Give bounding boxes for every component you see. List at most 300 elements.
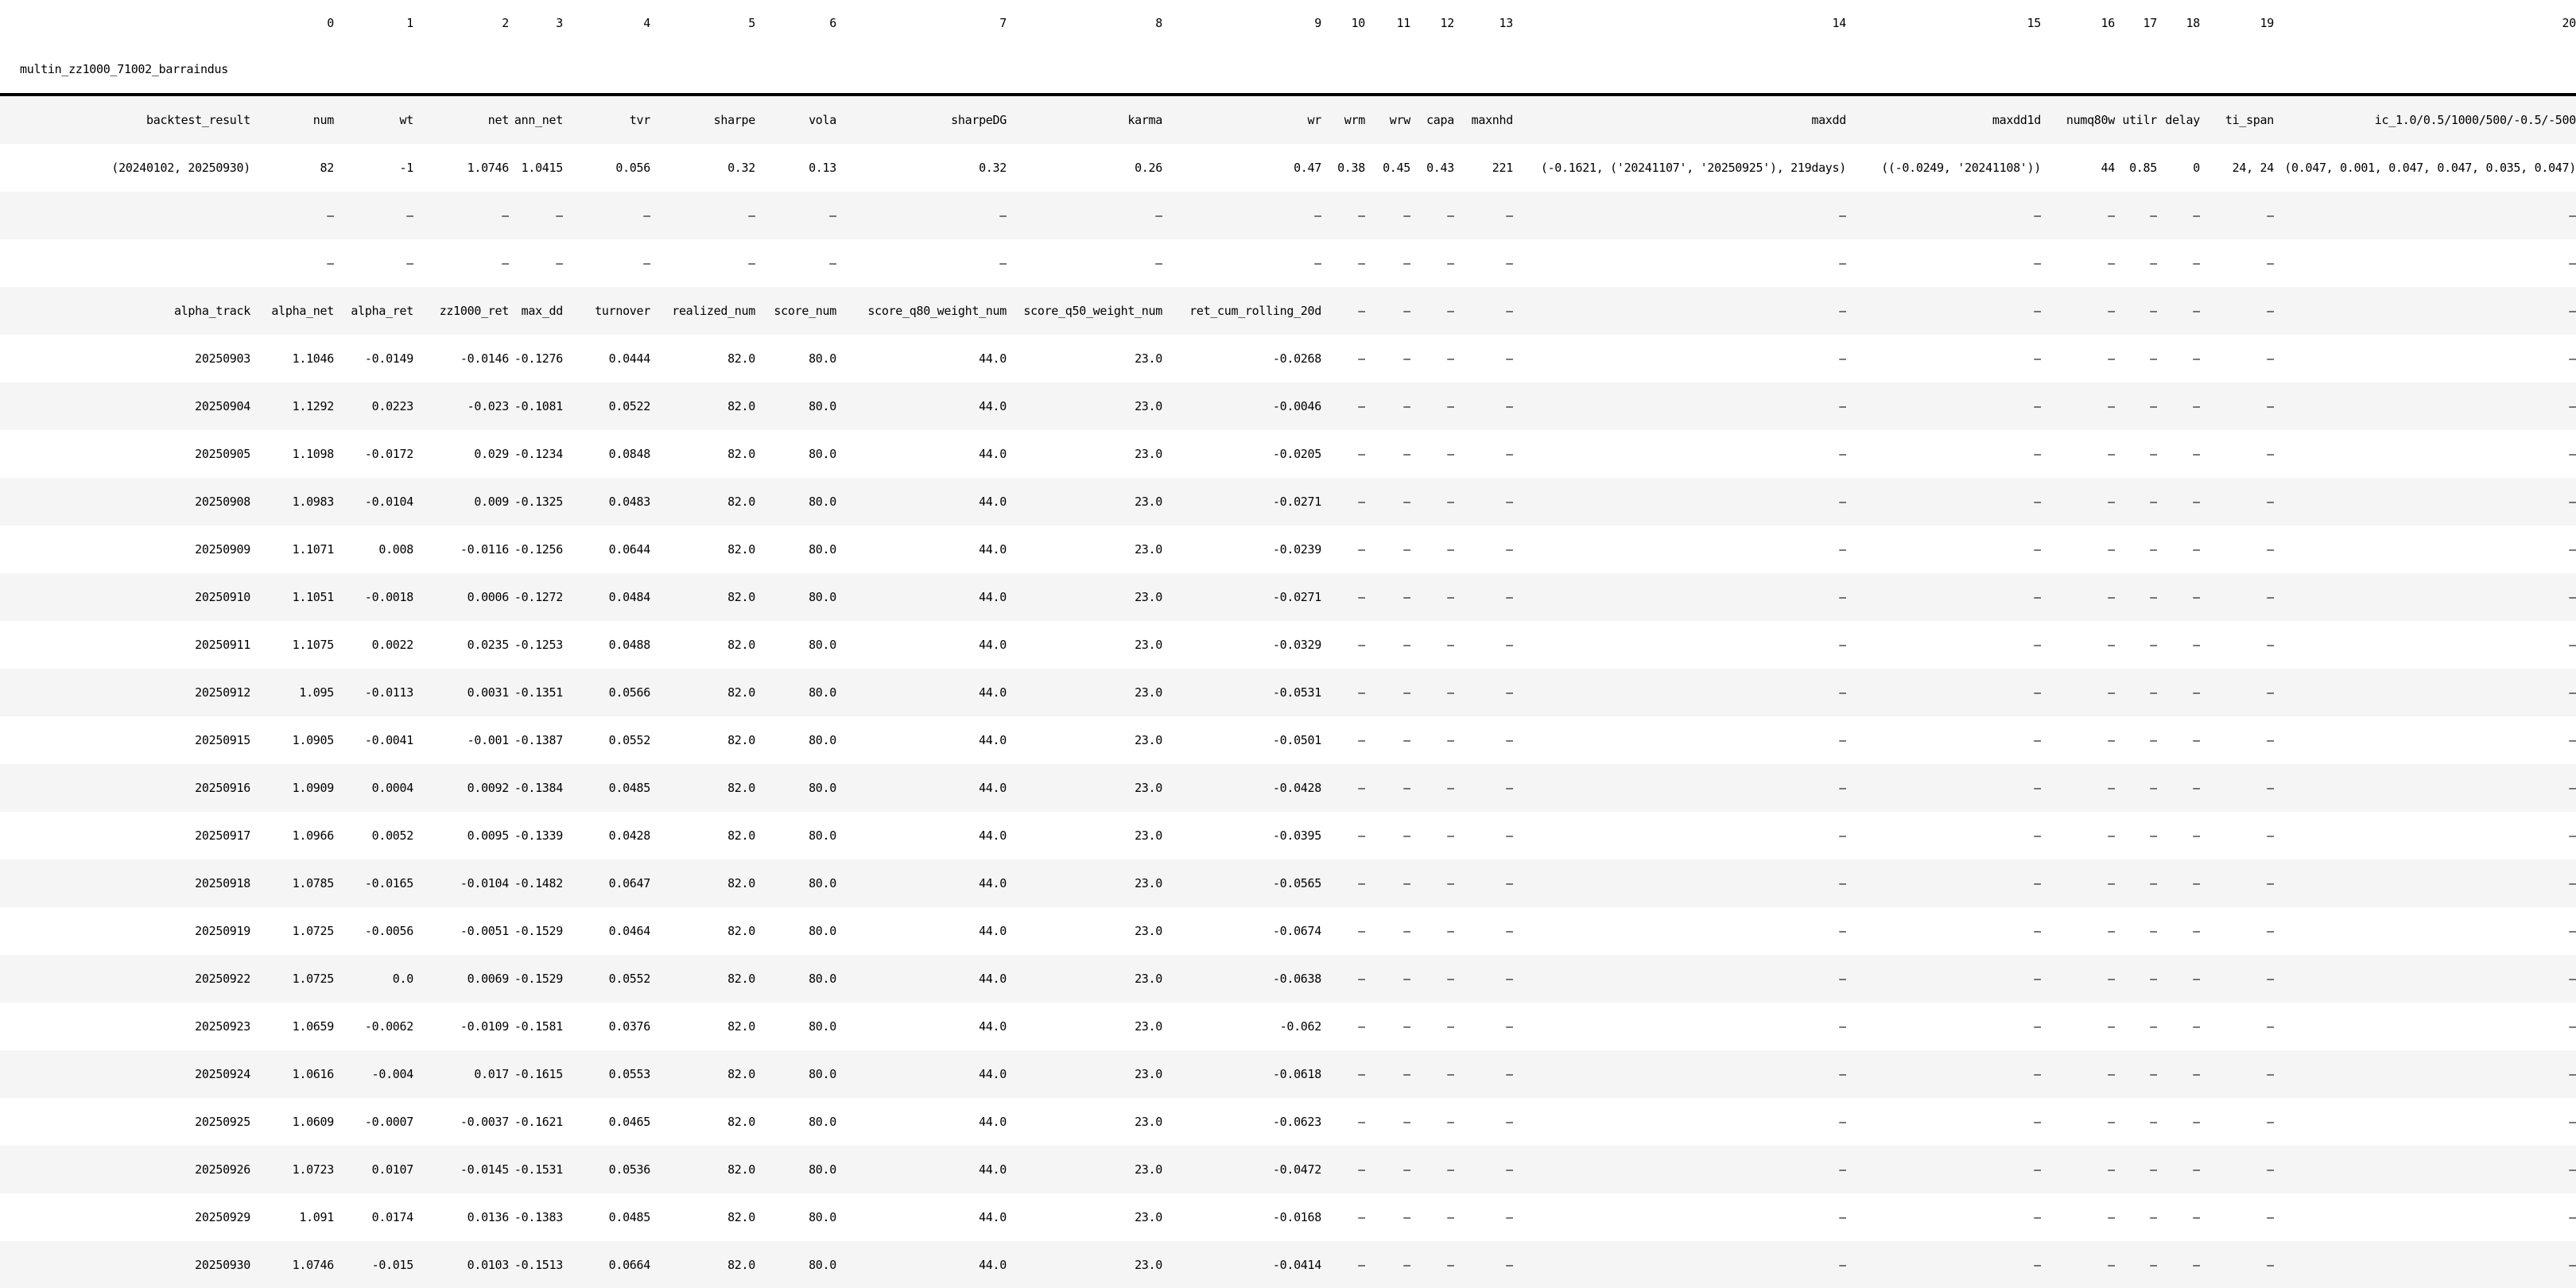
cell: — xyxy=(1007,239,1162,287)
cell: 82.0 xyxy=(650,955,755,1003)
cell: -0.0618 xyxy=(1162,1050,1321,1098)
cell: — xyxy=(1454,1146,1513,1193)
cell: 80.0 xyxy=(755,382,836,430)
cell: — xyxy=(2157,287,2200,335)
cell: 44.0 xyxy=(836,955,1007,1003)
cell: — xyxy=(1454,335,1513,382)
cell: 80.0 xyxy=(755,716,836,764)
column-index-label: 9 xyxy=(1162,0,1321,46)
cell: — xyxy=(2274,1193,2576,1241)
cell: — xyxy=(1846,764,2041,812)
cell: — xyxy=(1365,716,1410,764)
cell: — xyxy=(2200,716,2274,764)
cell: — xyxy=(1454,907,1513,955)
title-row-spacer-cell xyxy=(836,46,1007,95)
cell: — xyxy=(2115,430,2157,478)
cell: 80.0 xyxy=(755,478,836,526)
cell: — xyxy=(755,192,836,239)
cell: — xyxy=(2200,335,2274,382)
column-index-label: 1 xyxy=(334,0,413,46)
title-row-spacer-cell xyxy=(755,46,836,95)
cell: — xyxy=(1513,192,1846,239)
cell: — xyxy=(2157,382,2200,430)
title-row-spacer-cell xyxy=(1846,46,2041,95)
column-index-header-row xyxy=(0,0,2576,46)
cell: — xyxy=(2200,812,2274,859)
cell: — xyxy=(1846,812,2041,859)
row-index-cell: 20250925 xyxy=(0,1098,250,1146)
cell: score_q50_weight_num xyxy=(1007,287,1162,335)
row-index-cell: 20250916 xyxy=(0,764,250,812)
table-title: multin_zz1000_71002_barraindus xyxy=(0,46,250,95)
cell: — xyxy=(2115,859,2157,907)
cell: — xyxy=(1454,1003,1513,1050)
cell: — xyxy=(1321,478,1365,526)
cell: — xyxy=(1410,1241,1454,1288)
cell: — xyxy=(1454,1193,1513,1241)
cell: — xyxy=(1513,239,1846,287)
cell: — xyxy=(1365,764,1410,812)
row-index-cell: 20250910 xyxy=(0,573,250,621)
cell: -0.1351 xyxy=(509,669,563,716)
cell: 44.0 xyxy=(836,478,1007,526)
cell: — xyxy=(1365,907,1410,955)
column-index-label: 16 xyxy=(2041,0,2115,46)
cell: 0.0485 xyxy=(563,1193,650,1241)
cell: 82.0 xyxy=(650,382,755,430)
table-row xyxy=(0,907,2576,955)
cell: — xyxy=(1321,859,1365,907)
cell: 23.0 xyxy=(1007,335,1162,382)
cell: 80.0 xyxy=(755,1193,836,1241)
cell: — xyxy=(2041,192,2115,239)
cell: -0.0104 xyxy=(413,859,509,907)
cell: 1.0966 xyxy=(250,812,334,859)
cell: — xyxy=(2157,621,2200,669)
table-title-row xyxy=(0,46,2576,95)
column-index-label: 17 xyxy=(2115,0,2157,46)
cell: — xyxy=(1365,287,1410,335)
cell: 0.0647 xyxy=(563,859,650,907)
cell: — xyxy=(1513,1050,1846,1098)
cell: — xyxy=(1321,955,1365,1003)
table-row xyxy=(0,526,2576,573)
cell: — xyxy=(1365,1193,1410,1241)
cell: — xyxy=(1846,573,2041,621)
table-row xyxy=(0,1098,2576,1146)
cell: -0.0109 xyxy=(413,1003,509,1050)
cell: — xyxy=(1513,812,1846,859)
cell: 0.009 xyxy=(413,478,509,526)
cell: 80.0 xyxy=(755,669,836,716)
cell: (-0.1621, ('20241107', '20250925'), 219days) xyxy=(1513,144,1846,192)
cell: 1.0723 xyxy=(250,1146,334,1193)
cell: 80.0 xyxy=(755,1098,836,1146)
cell: — xyxy=(1513,859,1846,907)
cell: 80.0 xyxy=(755,335,836,382)
cell: — xyxy=(1846,335,2041,382)
cell: 221 xyxy=(1454,144,1513,192)
table-row xyxy=(0,382,2576,430)
cell: — xyxy=(755,239,836,287)
cell: — xyxy=(2115,192,2157,239)
cell: — xyxy=(413,192,509,239)
cell: -0.1387 xyxy=(509,716,563,764)
cell: -0.0414 xyxy=(1162,1241,1321,1288)
table-row xyxy=(0,812,2576,859)
cell: 0.0006 xyxy=(413,573,509,621)
cell: — xyxy=(2115,621,2157,669)
cell: -0.1513 xyxy=(509,1241,563,1288)
cell: — xyxy=(2115,1193,2157,1241)
cell: — xyxy=(1846,430,2041,478)
cell: wrm xyxy=(1321,95,1365,144)
cell: — xyxy=(1365,1098,1410,1146)
cell: -0.1276 xyxy=(509,335,563,382)
column-index-label: 5 xyxy=(650,0,755,46)
cell: — xyxy=(1321,192,1365,239)
column-index-label: 19 xyxy=(2200,0,2274,46)
cell: — xyxy=(1846,526,2041,573)
cell: — xyxy=(1846,1003,2041,1050)
cell: — xyxy=(1321,1098,1365,1146)
cell: — xyxy=(2274,1050,2576,1098)
cell: 44 xyxy=(2041,144,2115,192)
row-index-cell: 20250924 xyxy=(0,1050,250,1098)
cell: — xyxy=(650,239,755,287)
table-row xyxy=(0,287,2576,335)
cell: — xyxy=(2115,1098,2157,1146)
cell: — xyxy=(1410,1193,1454,1241)
cell: — xyxy=(2200,764,2274,812)
cell: — xyxy=(2041,1241,2115,1288)
cell: 44.0 xyxy=(836,1098,1007,1146)
row-index-cell: backtest_result xyxy=(0,95,250,144)
cell: -0.0046 xyxy=(1162,382,1321,430)
cell: — xyxy=(836,192,1007,239)
cell: 0.056 xyxy=(563,144,650,192)
cell: — xyxy=(2157,1146,2200,1193)
row-index-cell xyxy=(0,239,250,287)
cell: 80.0 xyxy=(755,1146,836,1193)
cell: — xyxy=(1410,335,1454,382)
cell: -0.062 xyxy=(1162,1003,1321,1050)
cell: — xyxy=(1365,382,1410,430)
cell: -0.1234 xyxy=(509,430,563,478)
cell: — xyxy=(1513,669,1846,716)
cell: — xyxy=(1513,287,1846,335)
row-index-cell: 20250926 xyxy=(0,1146,250,1193)
cell: — xyxy=(1410,669,1454,716)
cell: 0.017 xyxy=(413,1050,509,1098)
cell: — xyxy=(2200,430,2274,478)
cell: — xyxy=(2200,192,2274,239)
cell: 23.0 xyxy=(1007,1241,1162,1288)
cell: — xyxy=(1365,573,1410,621)
cell: 23.0 xyxy=(1007,478,1162,526)
cell: — xyxy=(2274,526,2576,573)
cell: -1 xyxy=(334,144,413,192)
cell: 0.0644 xyxy=(563,526,650,573)
cell: — xyxy=(2274,287,2576,335)
cell: — xyxy=(1846,1098,2041,1146)
cell: num xyxy=(250,95,334,144)
cell: 1.0983 xyxy=(250,478,334,526)
cell: — xyxy=(2115,716,2157,764)
cell: 80.0 xyxy=(755,955,836,1003)
cell: -0.1531 xyxy=(509,1146,563,1193)
cell: — xyxy=(2274,239,2576,287)
cell: 0.32 xyxy=(836,144,1007,192)
cell: 0.0174 xyxy=(334,1193,413,1241)
cell: 0.26 xyxy=(1007,144,1162,192)
cell: — xyxy=(1410,1003,1454,1050)
column-index-label: 12 xyxy=(1410,0,1454,46)
cell: -0.0428 xyxy=(1162,764,1321,812)
cell: -0.0145 xyxy=(413,1146,509,1193)
cell: 23.0 xyxy=(1007,812,1162,859)
column-index-label: 3 xyxy=(509,0,563,46)
column-index-label: 6 xyxy=(755,0,836,46)
cell: — xyxy=(2041,1003,2115,1050)
cell: — xyxy=(2200,907,2274,955)
cell: 82.0 xyxy=(650,335,755,382)
cell: — xyxy=(2115,335,2157,382)
cell: — xyxy=(1846,239,2041,287)
cell: 44.0 xyxy=(836,1146,1007,1193)
cell: -0.0165 xyxy=(334,859,413,907)
cell: — xyxy=(2115,764,2157,812)
cell: -0.1256 xyxy=(509,526,563,573)
cell: 0.0552 xyxy=(563,716,650,764)
cell: 23.0 xyxy=(1007,573,1162,621)
row-index-cell xyxy=(0,192,250,239)
table-row xyxy=(0,144,2576,192)
title-row-spacer-cell xyxy=(413,46,509,95)
cell: 44.0 xyxy=(836,1003,1007,1050)
cell: — xyxy=(1365,478,1410,526)
table-row xyxy=(0,239,2576,287)
cell: -0.0501 xyxy=(1162,716,1321,764)
cell: — xyxy=(1513,764,1846,812)
cell: — xyxy=(2157,192,2200,239)
cell: 0.0464 xyxy=(563,907,650,955)
cell: 23.0 xyxy=(1007,1050,1162,1098)
cell: — xyxy=(1454,621,1513,669)
cell: -0.1339 xyxy=(509,812,563,859)
cell: -0.0037 xyxy=(413,1098,509,1146)
cell: vola xyxy=(755,95,836,144)
cell: — xyxy=(1410,478,1454,526)
row-index-cell: 20250918 xyxy=(0,859,250,907)
cell: — xyxy=(1454,287,1513,335)
cell: 44.0 xyxy=(836,1193,1007,1241)
cell: ann_net xyxy=(509,95,563,144)
cell: — xyxy=(2115,669,2157,716)
cell: maxdd xyxy=(1513,95,1846,144)
cell: — xyxy=(2041,1193,2115,1241)
column-index-label: 7 xyxy=(836,0,1007,46)
cell: — xyxy=(1365,669,1410,716)
cell: — xyxy=(1846,859,2041,907)
column-index-label: 10 xyxy=(1321,0,1365,46)
cell: 82.0 xyxy=(650,859,755,907)
cell: -0.0168 xyxy=(1162,1193,1321,1241)
cell: 44.0 xyxy=(836,907,1007,955)
cell: — xyxy=(509,239,563,287)
cell: — xyxy=(2274,573,2576,621)
table-row xyxy=(0,955,2576,1003)
cell: 1.1071 xyxy=(250,526,334,573)
cell: — xyxy=(1410,955,1454,1003)
cell: — xyxy=(1410,573,1454,621)
title-row-spacer-cell xyxy=(1513,46,1846,95)
title-row-spacer-cell xyxy=(1162,46,1321,95)
cell: -0.1529 xyxy=(509,907,563,955)
cell: — xyxy=(2041,1050,2115,1098)
cell: — xyxy=(2200,526,2274,573)
cell: -0.0271 xyxy=(1162,478,1321,526)
cell: net xyxy=(413,95,509,144)
cell: — xyxy=(1513,335,1846,382)
cell: — xyxy=(2157,478,2200,526)
table-row xyxy=(0,1193,2576,1241)
cell: 80.0 xyxy=(755,764,836,812)
cell: — xyxy=(2041,1098,2115,1146)
cell: — xyxy=(1454,478,1513,526)
cell: — xyxy=(2200,382,2274,430)
row-index-cell: 20250911 xyxy=(0,621,250,669)
cell: 82.0 xyxy=(650,812,755,859)
cell: — xyxy=(2274,382,2576,430)
cell: — xyxy=(1321,907,1365,955)
cell: 0.0664 xyxy=(563,1241,650,1288)
cell: — xyxy=(2041,573,2115,621)
cell: ti_span xyxy=(2200,95,2274,144)
cell: 82.0 xyxy=(650,1098,755,1146)
cell: 80.0 xyxy=(755,1003,836,1050)
cell: -0.0472 xyxy=(1162,1146,1321,1193)
cell: 44.0 xyxy=(836,812,1007,859)
cell: — xyxy=(2115,955,2157,1003)
cell: — xyxy=(2274,1241,2576,1288)
cell: utilr xyxy=(2115,95,2157,144)
cell: — xyxy=(2274,430,2576,478)
cell: — xyxy=(1454,716,1513,764)
cell: — xyxy=(563,239,650,287)
cell: -0.1253 xyxy=(509,621,563,669)
table-row xyxy=(0,669,2576,716)
cell: — xyxy=(334,239,413,287)
cell: 44.0 xyxy=(836,430,1007,478)
cell: 23.0 xyxy=(1007,382,1162,430)
cell: score_q80_weight_num xyxy=(836,287,1007,335)
cell: — xyxy=(2157,573,2200,621)
cell: — xyxy=(1365,621,1410,669)
cell: — xyxy=(2200,1241,2274,1288)
index-corner-cell xyxy=(0,0,250,46)
cell: — xyxy=(1846,382,2041,430)
cell: 80.0 xyxy=(755,859,836,907)
table-row xyxy=(0,716,2576,764)
cell: 0.0 xyxy=(334,955,413,1003)
cell: 1.1051 xyxy=(250,573,334,621)
cell: — xyxy=(1365,1241,1410,1288)
cell: maxdd1d xyxy=(1846,95,2041,144)
cell: — xyxy=(1846,287,2041,335)
title-row-spacer-cell xyxy=(1007,46,1162,95)
cell: — xyxy=(1365,192,1410,239)
cell: — xyxy=(2115,907,2157,955)
cell: wr xyxy=(1162,95,1321,144)
row-index-cell: alpha_track xyxy=(0,287,250,335)
cell: — xyxy=(1365,1050,1410,1098)
cell: — xyxy=(1365,239,1410,287)
cell: -0.0149 xyxy=(334,335,413,382)
row-index-cell: 20250905 xyxy=(0,430,250,478)
cell: 0.85 xyxy=(2115,144,2157,192)
title-row-spacer-cell xyxy=(563,46,650,95)
cell: 0.0552 xyxy=(563,955,650,1003)
cell: — xyxy=(836,239,1007,287)
cell: 82.0 xyxy=(650,573,755,621)
cell: — xyxy=(2157,907,2200,955)
title-row-spacer-cell xyxy=(1410,46,1454,95)
column-index-label: 20 xyxy=(2274,0,2576,46)
cell: 23.0 xyxy=(1007,859,1162,907)
cell: — xyxy=(1410,1098,1454,1146)
cell: -0.1272 xyxy=(509,573,563,621)
table-row xyxy=(0,621,2576,669)
cell: 23.0 xyxy=(1007,764,1162,812)
cell: — xyxy=(1365,526,1410,573)
row-index-cell: 20250930 xyxy=(0,1241,250,1288)
cell: 1.1098 xyxy=(250,430,334,478)
title-row-spacer-cell xyxy=(1454,46,1513,95)
cell: 1.0609 xyxy=(250,1098,334,1146)
cell: -0.0113 xyxy=(334,669,413,716)
cell: -0.0018 xyxy=(334,573,413,621)
cell: — xyxy=(2041,907,2115,955)
cell: — xyxy=(2115,239,2157,287)
cell: — xyxy=(1410,716,1454,764)
cell: — xyxy=(2274,1146,2576,1193)
cell: — xyxy=(2041,859,2115,907)
cell: — xyxy=(2200,621,2274,669)
cell: — xyxy=(1365,1146,1410,1193)
cell: -0.0104 xyxy=(334,478,413,526)
cell: 82.0 xyxy=(650,621,755,669)
cell: -0.0041 xyxy=(334,716,413,764)
cell: — xyxy=(1321,621,1365,669)
cell: — xyxy=(2041,382,2115,430)
cell: 44.0 xyxy=(836,669,1007,716)
cell: — xyxy=(1410,812,1454,859)
cell: 82.0 xyxy=(650,716,755,764)
cell: 23.0 xyxy=(1007,526,1162,573)
cell: — xyxy=(2041,955,2115,1003)
cell: -0.1081 xyxy=(509,382,563,430)
cell: — xyxy=(2115,1146,2157,1193)
cell: — xyxy=(2200,478,2274,526)
cell: — xyxy=(1513,430,1846,478)
cell: 0.0483 xyxy=(563,478,650,526)
cell: — xyxy=(1365,955,1410,1003)
row-index-cell: 20250915 xyxy=(0,716,250,764)
cell: — xyxy=(1454,1050,1513,1098)
table-row xyxy=(0,430,2576,478)
cell: 1.0909 xyxy=(250,764,334,812)
